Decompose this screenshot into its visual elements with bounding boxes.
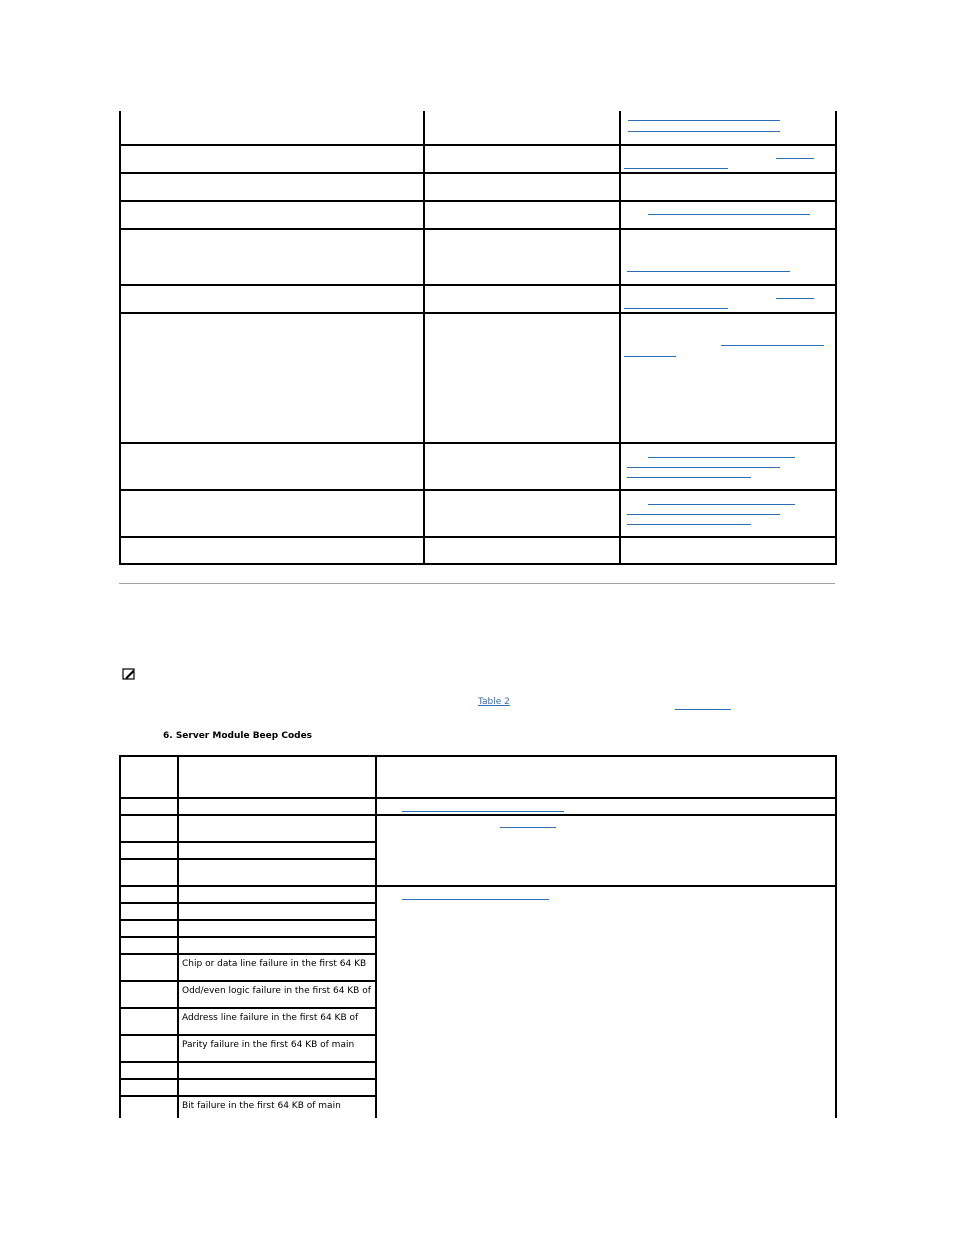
link-underline[interactable]	[627, 467, 780, 468]
link-underline[interactable]	[627, 514, 780, 515]
table-cell	[120, 1079, 178, 1096]
table-cell	[178, 1035, 376, 1062]
table-cell	[120, 111, 424, 145]
link-underline[interactable]	[628, 120, 780, 121]
table-cell	[120, 798, 178, 815]
table-row	[120, 173, 836, 201]
table-cell	[178, 937, 376, 954]
table-cell	[178, 798, 376, 815]
table-row	[120, 201, 836, 229]
table-cell	[120, 886, 178, 903]
table-row	[120, 229, 836, 285]
table-cell	[120, 937, 178, 954]
reference-link[interactable]	[675, 709, 731, 710]
table-row	[120, 798, 836, 815]
table-row	[120, 815, 836, 842]
link-underline[interactable]	[624, 356, 676, 357]
link-underline[interactable]	[648, 504, 795, 505]
link-underline[interactable]	[721, 345, 824, 346]
link-underline[interactable]	[402, 811, 564, 812]
table-cell	[178, 903, 376, 920]
table-cell	[424, 229, 620, 285]
table-cell	[376, 815, 836, 886]
table-cell	[178, 886, 376, 903]
table-cell	[620, 313, 836, 443]
table-cell	[120, 1035, 178, 1062]
table-cell	[620, 537, 836, 564]
table-cell	[178, 815, 376, 842]
table-cell	[424, 145, 620, 173]
table-cell	[120, 954, 178, 981]
table-cell	[424, 285, 620, 313]
table-cell	[620, 490, 836, 537]
table-cell	[120, 903, 178, 920]
table-cell	[424, 201, 620, 229]
table-cell	[120, 537, 424, 564]
note-pencil-icon	[122, 668, 136, 680]
link-underline[interactable]	[627, 477, 751, 478]
table-row	[120, 443, 836, 490]
link-underline[interactable]	[500, 827, 556, 828]
table-cell	[424, 537, 620, 564]
table-cell	[178, 842, 376, 859]
link-underline[interactable]	[627, 524, 751, 525]
table-cell	[120, 815, 178, 842]
link-underline[interactable]	[776, 298, 814, 299]
table-cell	[120, 173, 424, 201]
table-2-link[interactable]: Table 2	[478, 697, 510, 707]
table-cell	[178, 954, 376, 981]
table-cell	[120, 981, 178, 1008]
table-cell	[120, 842, 178, 859]
table-cell	[120, 920, 178, 937]
link-underline[interactable]	[627, 271, 790, 272]
description-text: Bit failure in the first 64 KB of main	[182, 1101, 341, 1111]
table-cell	[620, 201, 836, 229]
table-cell	[120, 443, 424, 490]
link-underline[interactable]	[402, 899, 549, 900]
table-cell	[424, 443, 620, 490]
table-cell	[620, 111, 836, 145]
link-underline[interactable]	[628, 131, 780, 132]
table-row	[120, 490, 836, 537]
table-cell	[120, 1096, 178, 1118]
table-cell	[376, 798, 836, 815]
section-divider	[119, 583, 835, 584]
table-row	[120, 886, 836, 903]
header-cell	[120, 756, 178, 798]
description-text: Address line failure in the first 64 KB of	[182, 1013, 359, 1023]
table-cell	[620, 145, 836, 173]
top-table	[119, 111, 837, 565]
table-cell	[178, 1079, 376, 1096]
description-text: Odd/even logic failure in the first 64 KB of	[182, 986, 371, 996]
table-row	[120, 111, 836, 145]
table-cell	[120, 229, 424, 285]
table-cell	[620, 443, 836, 490]
table-cell	[424, 490, 620, 537]
table-cell	[424, 173, 620, 201]
table-header-row	[120, 756, 836, 798]
table-row	[120, 285, 836, 313]
description-text: Parity failure in the first 64 KB of main	[182, 1040, 355, 1050]
header-cell	[178, 756, 376, 798]
description-text: Chip or data line failure in the first 64 KB	[182, 959, 367, 969]
table-caption: 6. Server Module Beep Codes	[163, 731, 313, 741]
table-cell	[376, 886, 836, 1118]
table-row	[120, 537, 836, 564]
link-underline[interactable]	[624, 168, 728, 169]
table-cell	[120, 1008, 178, 1035]
table-cell	[120, 313, 424, 443]
table-cell	[620, 229, 836, 285]
table-cell	[620, 285, 836, 313]
table-cell	[120, 145, 424, 173]
link-underline[interactable]	[648, 457, 795, 458]
table-cell	[120, 859, 178, 886]
header-cell	[376, 756, 836, 798]
table-cell	[424, 111, 620, 145]
table-cell	[424, 313, 620, 443]
beep-codes-table	[119, 755, 837, 1118]
table-cell	[178, 1096, 376, 1118]
table-cell	[178, 1008, 376, 1035]
table-cell	[178, 1062, 376, 1079]
table-cell	[120, 490, 424, 537]
table-cell	[178, 859, 376, 886]
table-cell	[120, 201, 424, 229]
table-cell	[120, 285, 424, 313]
table-cell	[620, 173, 836, 201]
link-underline[interactable]	[624, 308, 728, 309]
link-underline[interactable]	[648, 214, 810, 215]
table-cell	[178, 981, 376, 1008]
table-row	[120, 313, 836, 443]
link-underline[interactable]	[776, 158, 814, 159]
table-cell	[178, 920, 376, 937]
table-row	[120, 145, 836, 173]
table-cell	[120, 1062, 178, 1079]
